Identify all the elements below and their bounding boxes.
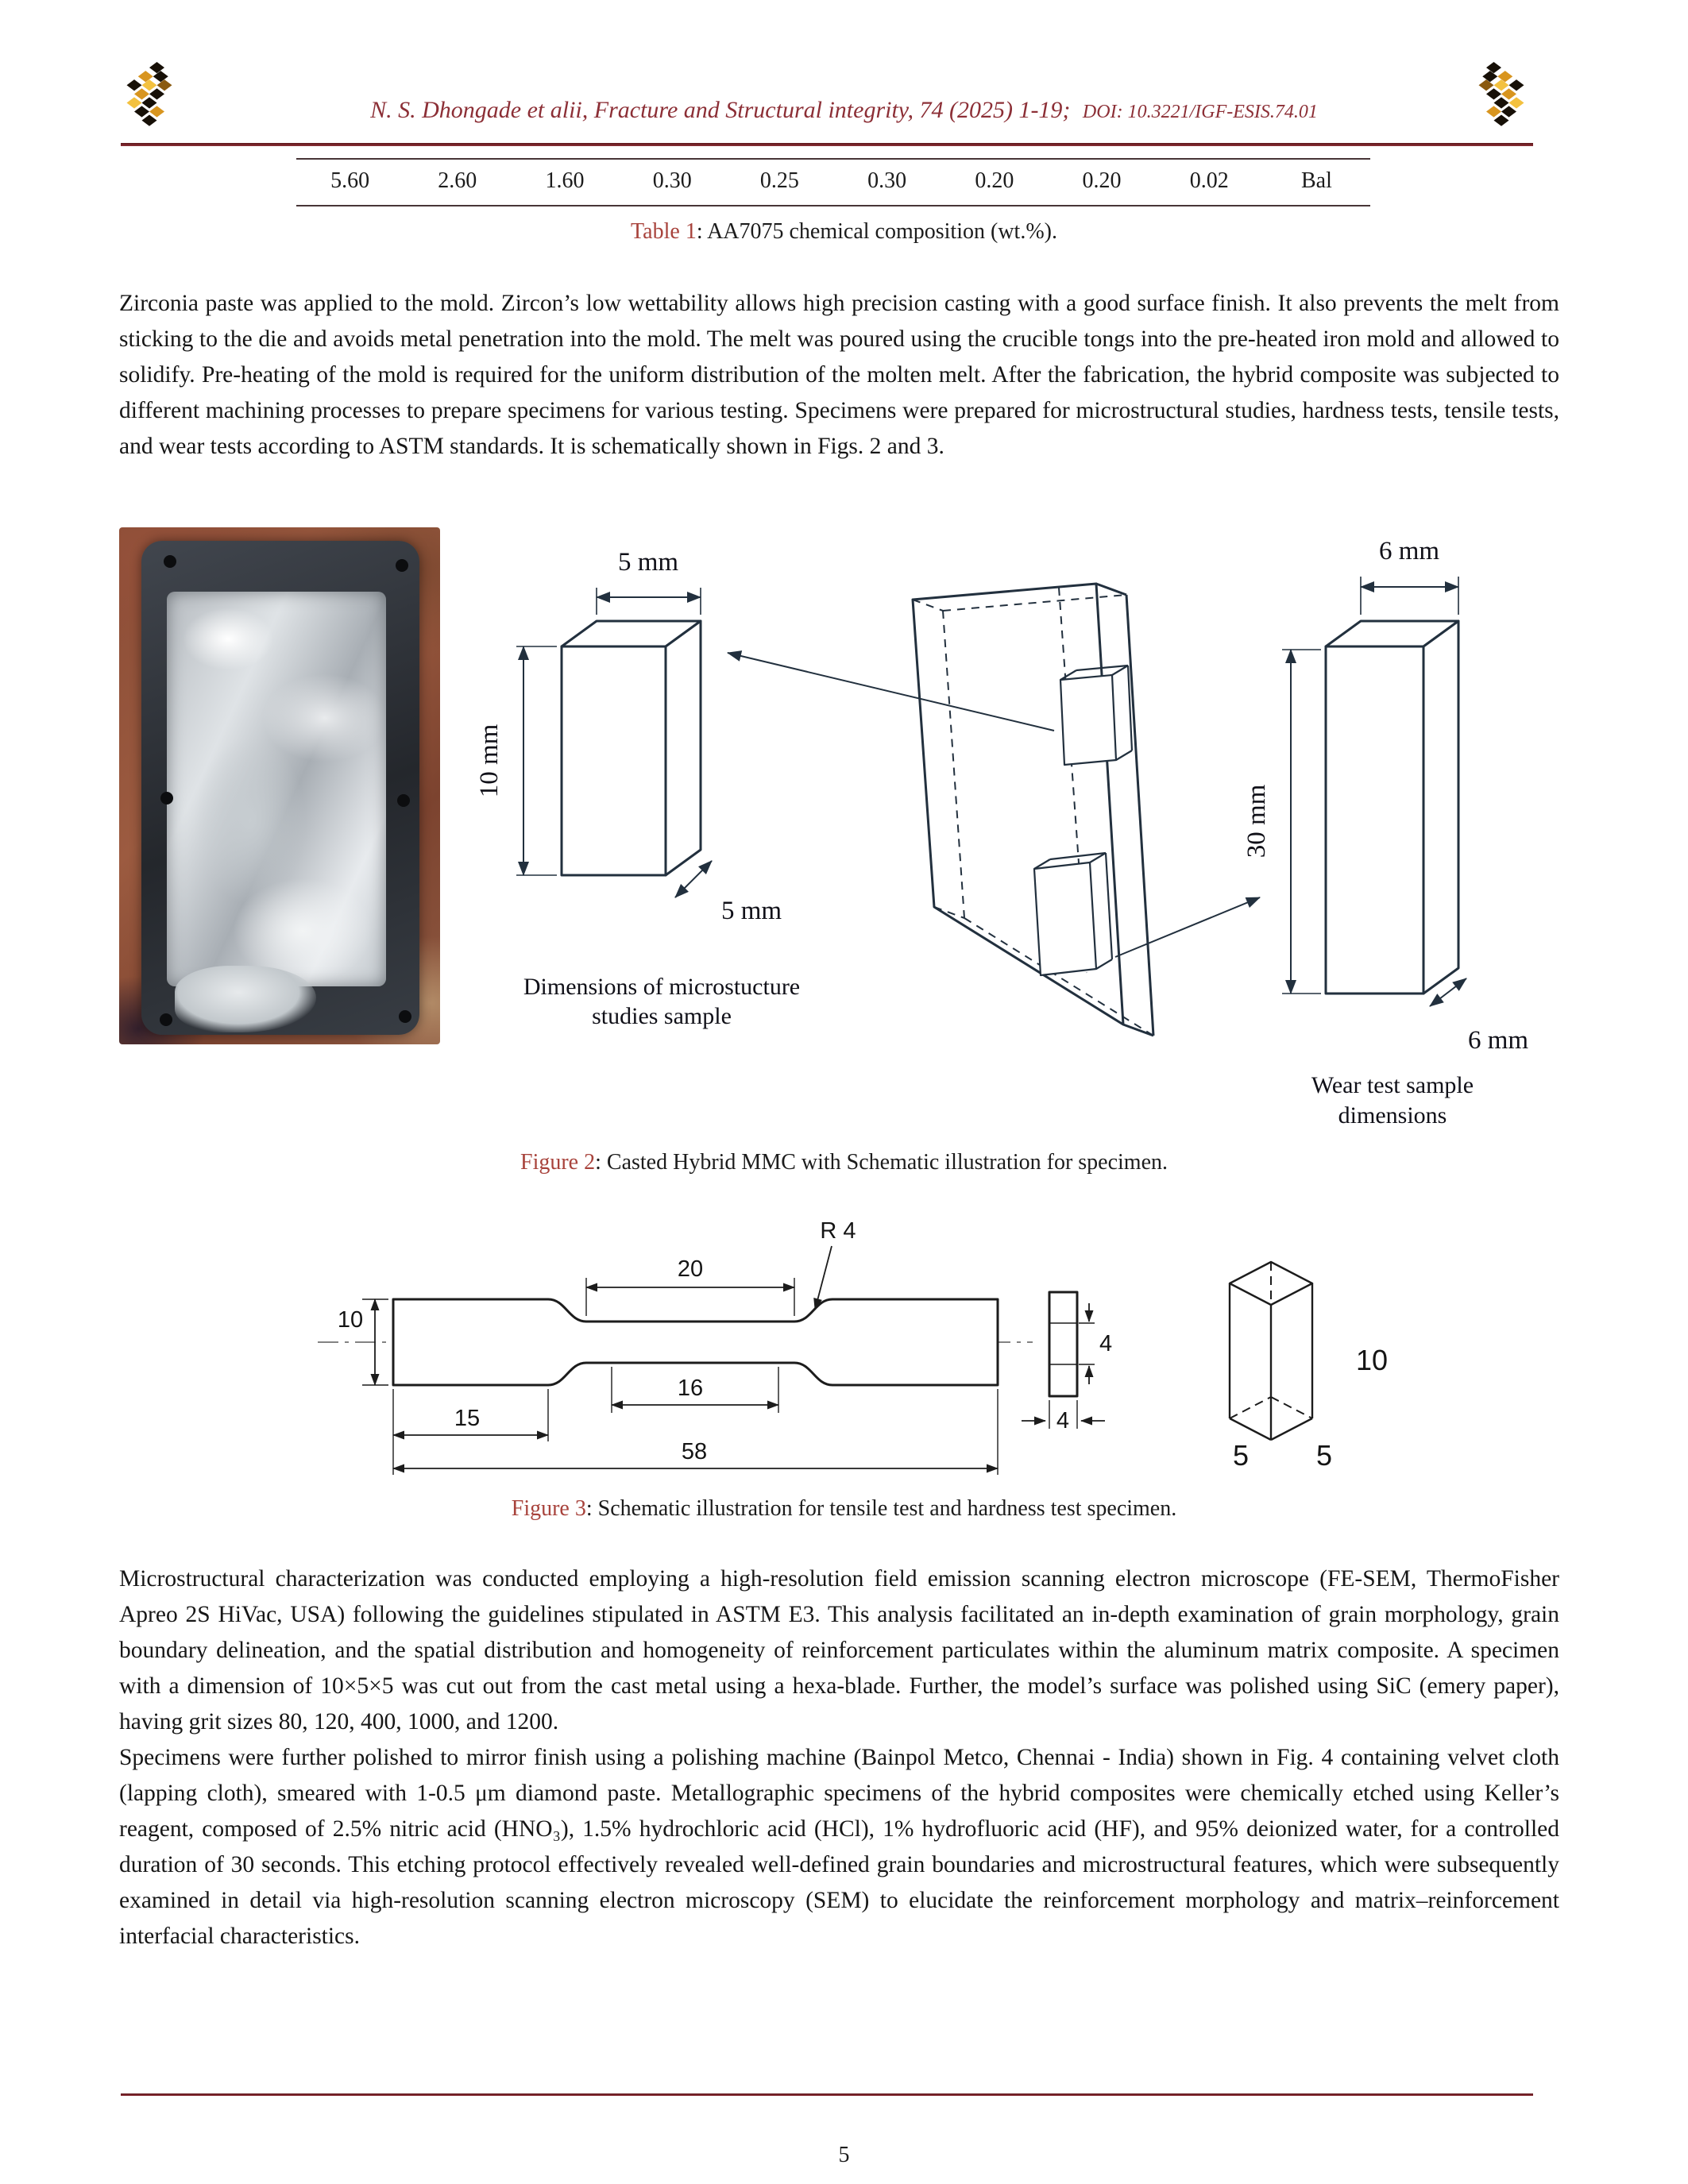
table1-caption <box>0 219 1688 245</box>
bolt-hole <box>160 1013 172 1026</box>
table1-cell: 1.60 <box>545 168 585 193</box>
dim-radius <box>815 1218 856 1310</box>
dim-58-label: 58 <box>681 1439 708 1464</box>
figure-3 <box>119 1216 1559 1492</box>
dim-10-label: 10 <box>337 1307 364 1333</box>
figure3-caption-text: : Schematic illustration for tensile test and hardness test specimen. <box>585 1496 1177 1521</box>
wear-width-label: 6 mm <box>1378 537 1440 565</box>
specimen-schematic-drawing <box>459 524 1565 1152</box>
header-rule <box>121 143 1533 146</box>
figure-2 <box>119 524 1565 1153</box>
table1-cell: 0.02 <box>1189 168 1229 193</box>
micro-sample-caption-line2: studies sample <box>592 1003 732 1029</box>
cast-composite-photo <box>119 527 440 1044</box>
tensile-specimen-drawing <box>393 1299 998 1385</box>
table1-caption-text: : AA7075 chemical composition (wt.%). <box>696 219 1057 244</box>
figure2-caption <box>0 1150 1688 1175</box>
table1-cell: 0.30 <box>652 168 692 193</box>
arrow-to-wear-sample <box>1115 897 1260 957</box>
dim-15-label: 15 <box>454 1406 481 1431</box>
paragraph-sem-characterization: Microstructural characterization was conducted employing a high-resolution field emission scanning electron microscope (FE-SEM, ThermoFisher Apreo 2S HiVac, USA) following the guidelines stipulated in ASTM E3. This analysis facilitated an in-depth examination of grain morphology, grain boundary delineation, and the spatial distribution and homogeneity of reinforcement particulates within the aluminum matrix composite. A specimen with a dimension of 10×5×5 was cut out from the cast metal using a hexa-blade. Further, the model’s surface was polished using SiC (emery paper), having grit sizes 80, 120, 400, 1000, and 1200. <box>119 1566 1559 1734</box>
table1-cell: Bal <box>1300 168 1332 193</box>
cube-depth-label: 5 <box>1315 1439 1333 1472</box>
dim-gauge-bottom <box>612 1367 778 1413</box>
bolt-hole <box>164 555 176 568</box>
wear-height-label: 30 mm <box>1242 784 1271 859</box>
wear-depth-label: 6 mm <box>1467 1026 1529 1055</box>
micro-height-label: 10 mm <box>475 723 504 798</box>
specimen-side-view <box>1022 1292 1112 1433</box>
table1-cell: 5.60 <box>330 168 370 193</box>
dim-r4-label: R 4 <box>820 1218 856 1244</box>
dim-4-gauge-label: 4 <box>1099 1331 1113 1356</box>
table1-composition-row <box>296 158 1370 206</box>
micro-sample-cuboid <box>475 548 800 1029</box>
bolt-hole <box>397 794 410 807</box>
bolt-hole <box>160 792 173 805</box>
hardness-cube-drawing <box>1230 1262 1388 1472</box>
paragraph-casting-process: Zirconia paste was applied to the mold. Zircon’s low wettability allows high precision casting with a good surface finish. It also prevents the melt from sticking to the die and avoids metal penetration into the mold. The melt was poured using the crucible tongs into the pre-heated iron mold and allowed to solidify. Pre-heating of the mold is required for the uniform distribution of the molten melt. After the fabrication, the hybrid composite was subjected to different machining processes to prepare specimens for various testing. Specimens were prepared for microstructural studies, hardness tests, tensile tests, and wear tests according to ASTM standards. It is schematically shown in Figs. 2 and 3. <box>119 291 1559 459</box>
doi-text: DOI: 10.3221/IGF-ESIS.74.01 <box>1082 102 1318 122</box>
bolt-hole <box>399 1010 411 1023</box>
dim-16-label: 16 <box>677 1376 704 1401</box>
micro-width-label: 5 mm <box>617 548 679 577</box>
figure3-caption-label: Figure 3 <box>511 1496 586 1521</box>
figure2-caption-text: : Casted Hybrid MMC with Schematic illustration for specimen. <box>595 1150 1168 1175</box>
micro-sample-caption-line1: Dimensions of microstucture <box>523 974 801 1000</box>
micro-depth-label: 5 mm <box>720 897 782 925</box>
dim-20-label: 20 <box>677 1256 704 1282</box>
cut-sample-top <box>1060 666 1132 765</box>
dim-total-length <box>393 1389 998 1475</box>
citation-text: N. S. Dhongade et alii, Fracture and Structural integrity, 74 (2025) 1-19; <box>370 97 1071 123</box>
table1-cell: 0.25 <box>759 168 799 193</box>
table1-cell: 0.20 <box>1082 168 1122 193</box>
cube-height-label: 10 <box>1355 1344 1389 1376</box>
dim-gauge-top <box>586 1256 794 1316</box>
figure2-caption-label: Figure 2 <box>520 1150 596 1175</box>
arrow-to-micro-sample <box>728 653 1054 731</box>
wear-sample-caption-line1: Wear test sample <box>1311 1072 1474 1098</box>
running-head <box>0 97 1688 124</box>
paragraph-polishing-etching: Specimens were further polished to mirror finish using a polishing machine (Bainpol Metco, Chennai - India) shown in Fig. 4 containing velvet cloth (lapping cloth), smeared with 1-0.5 μm diamond paste. Metallographic specimens of the hybrid composites were chemically etched using Keller’s reagent, composed of 2.5% nitric acid (HNO₃), 1.5% hydrochloric acid (HCl), 1% hydrofluoric acid (HF), and 95% deionized water, for a controlled duration of 30 seconds. This etching protocol effectively revealed well-defined grain boundaries and microstructural features, which were subsequently examined in detail via high-resolution scanning electron microscopy (SEM) to elucidate the reinforcement morphology and matrix–reinforcement interfacial characteristics. <box>119 1745 1559 1949</box>
plate-wireframe <box>728 584 1260 1036</box>
dim-grip-length <box>393 1389 548 1475</box>
cube-width-label: 5 <box>1232 1439 1250 1472</box>
table1-cell: 2.60 <box>438 168 477 193</box>
bolt-hole <box>396 559 408 572</box>
table1-cell: 0.20 <box>975 168 1014 193</box>
table1-caption-label: Table 1 <box>631 219 697 244</box>
dim-4-thickness-label: 4 <box>1056 1408 1070 1433</box>
figure3-caption <box>0 1496 1688 1522</box>
cut-sample-bottom <box>1034 853 1112 975</box>
page-number: 5 <box>838 2143 850 2167</box>
footer-rule <box>121 2093 1533 2096</box>
cast-plate <box>167 592 386 986</box>
table1-cell: 0.30 <box>867 168 907 193</box>
wear-sample-caption-line2: dimensions <box>1338 1102 1447 1129</box>
wear-sample-cuboid <box>1242 537 1528 1129</box>
